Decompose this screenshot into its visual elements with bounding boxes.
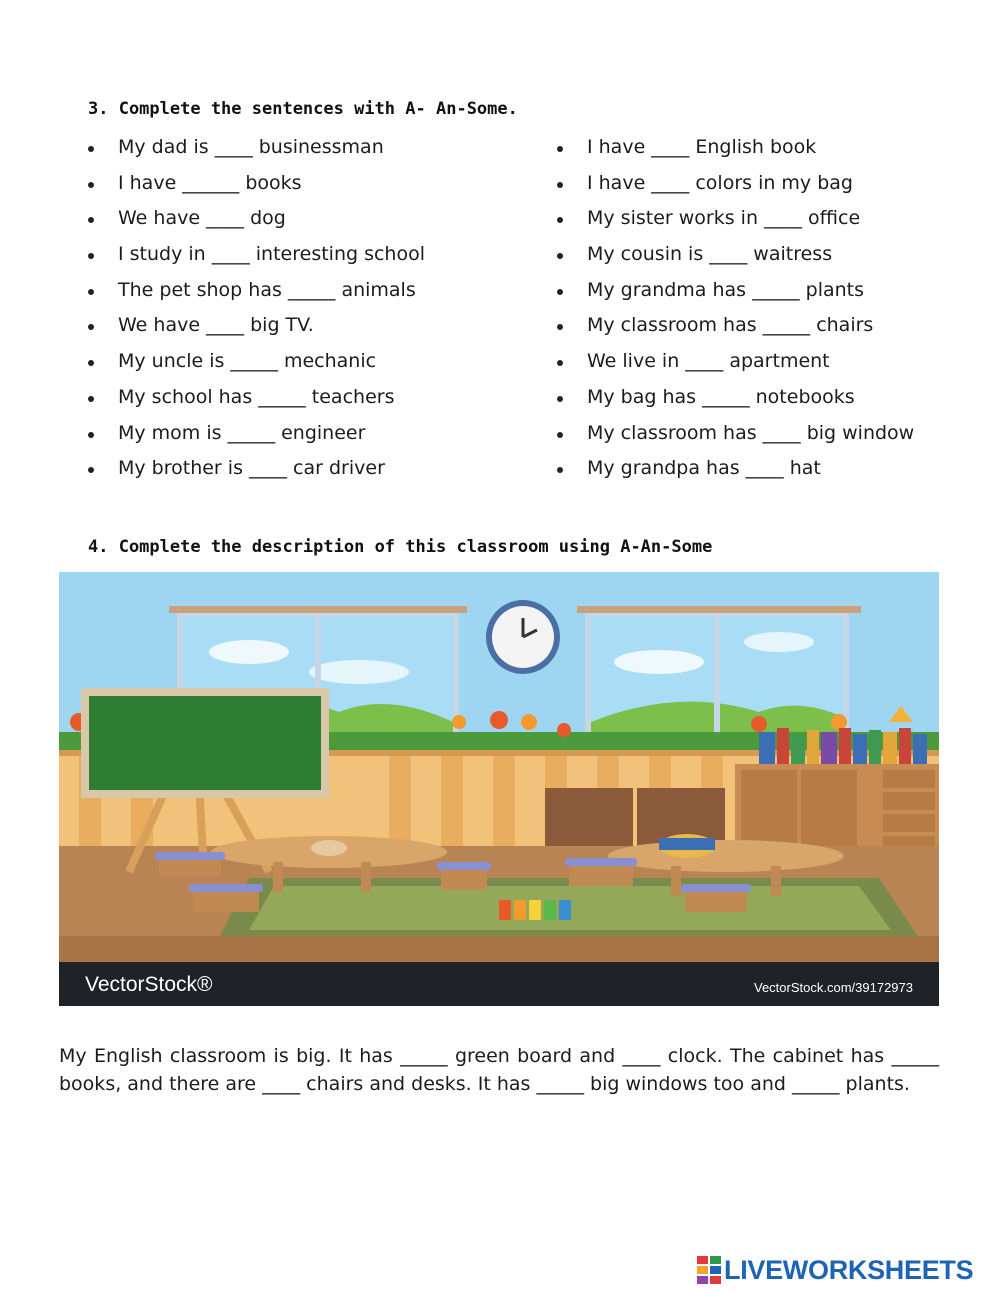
list-item: My school has _____ teachers: [88, 386, 425, 422]
sentence-list-right: [557, 136, 914, 493]
brand-name: LIVEWORKSHEETS: [724, 1254, 974, 1285]
list-item: My uncle is _____ mechanic: [88, 350, 425, 386]
watermark-url: VectorStock.com/39172973: [754, 980, 913, 995]
window-right-icon: [577, 606, 861, 750]
list-item: I have ____ colors in my bag: [557, 172, 914, 208]
list-item: I have ______ books: [88, 172, 425, 208]
list-item: I study in ____ interesting school: [88, 243, 425, 279]
liveworksheets-logo-icon: [697, 1256, 721, 1284]
list-item: My classroom has _____ chairs: [557, 314, 914, 350]
list-item: My grandpa has ____ hat: [557, 457, 914, 493]
xylophone-icon: [499, 900, 571, 920]
list-item: The pet shop has _____ animals: [88, 279, 425, 315]
list-item: My dad is ____ businessman: [88, 136, 425, 172]
section-4-title: 4. Complete the description of this classroom using A-An-Some: [88, 537, 713, 557]
list-item: My mom is _____ engineer: [88, 422, 425, 458]
list-item: My brother is ____ car driver: [88, 457, 425, 493]
list-item: My classroom has ____ big window: [557, 422, 914, 458]
section-3-title: 3. Complete the sentences with A- An-Some.: [88, 99, 518, 119]
list-item: My bag has _____ notebooks: [557, 386, 914, 422]
classroom-illustration: [59, 572, 939, 1006]
list-item: We live in ____ apartment: [557, 350, 914, 386]
watermark-brand: VectorStock®: [85, 973, 213, 996]
list-item: My sister works in ____ office: [557, 207, 914, 243]
clock-icon: [486, 600, 560, 674]
list-item: I have ____ English book: [557, 136, 914, 172]
list-item: We have ____ big TV.: [88, 314, 425, 350]
list-item: We have ____ dog: [88, 207, 425, 243]
sentence-list-left: [88, 136, 425, 493]
list-item: My grandma has _____ plants: [557, 279, 914, 315]
list-item: My cousin is ____ waitress: [557, 243, 914, 279]
footer-brand: [697, 1253, 973, 1287]
classroom-description: My English classroom is big. It has _____ green board and ____ clock. The cabinet has _____ books, and there are ____ chairs and desks. It has _____ big windows too and _____ plants.: [59, 1045, 939, 1095]
